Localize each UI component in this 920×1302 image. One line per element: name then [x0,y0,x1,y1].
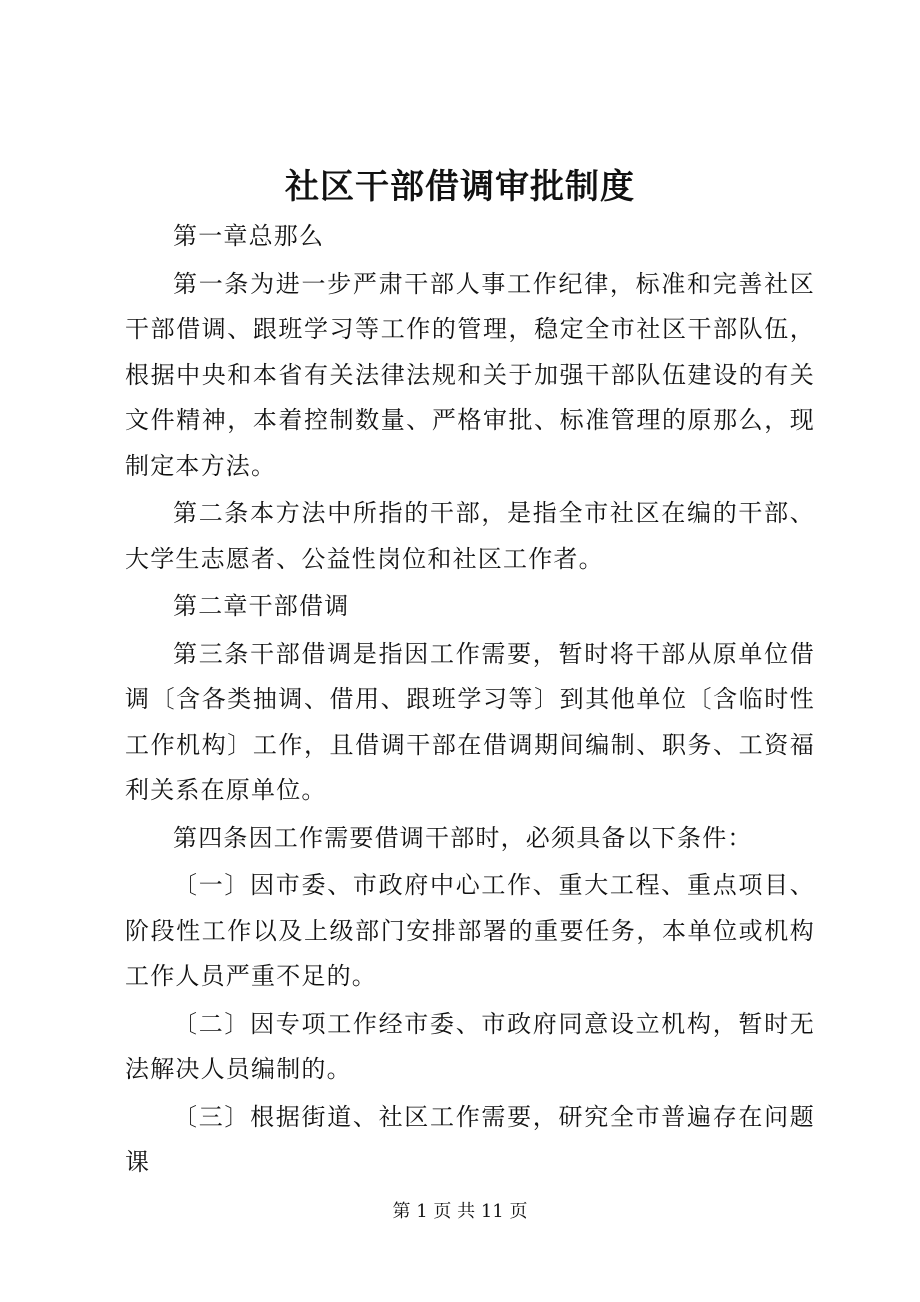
article-4-item-1: 〔一〕因市委、市政府中心工作、重大工程、重点项目、阶段性工作以及上级部门安排部署的重要任务，本单位或机构工作人员严重不足的。 [125,871,815,990]
article-1: 第一条为进一步严肃干部人事工作纪律，标准和完善社区干部借调、跟班学习等工作的管理，稳定全市社区干部队伍，根据中央和本省有关法律法规和关于加强干部队伍建设的有关文件精神，本着控制数量、严格审批、标准管理的原那么，现制定本方法。 [125,269,815,480]
article-2: 第二条本方法中所指的干部，是指全市社区在编的干部、大学生志愿者、公益性岗位和社区工作者。 [125,499,815,573]
document-body [125,214,815,1188]
article-4-item-3: 〔三〕根据街道、社区工作需要，研究全市普遍存在问题课 [125,1102,815,1176]
document-title: 社区干部借调审批制度 [285,167,635,207]
page-footer: 第 1 页 共 11 页 [392,1201,528,1222]
article-4-item-2: 〔二〕因专项工作经市委、市政府同意设立机构，暂时无法解决人员编制的。 [125,1009,815,1083]
chapter-heading-2: 第二章干部借调 [173,592,350,620]
article-4: 第四条因工作需要借调干部时，必须具备以下条件： [173,823,753,852]
article-3: 第三条干部借调是指因工作需要，暂时将干部从原单位借调〔含各类抽调、借用、跟班学习等〕到其他单位〔含临时性工作机构〕工作，且借调干部在借调期间编制、职务、工资福利关系在原单位。 [125,639,815,804]
chapter-heading-1: 第一章总那么 [173,222,325,250]
